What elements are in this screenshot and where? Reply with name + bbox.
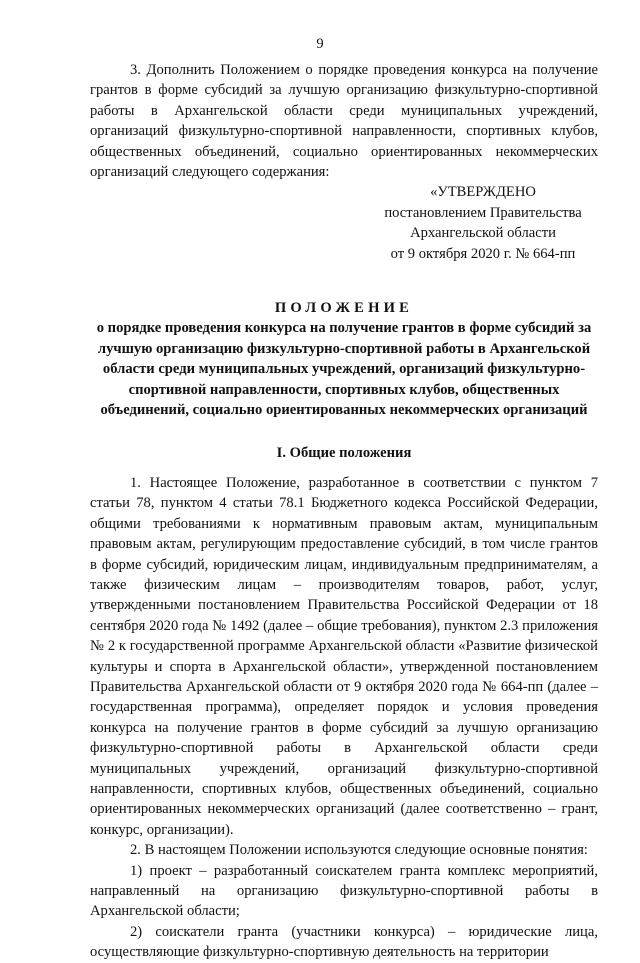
- approval-line-approved: «УТВЕРЖДЕНО: [430, 184, 536, 201]
- approval-line-resolution: постановлением Правительства: [384, 204, 582, 221]
- approval-stamp-block: [368, 182, 598, 264]
- intro-paragraph: 3. Дополнить Положением о порядке проведения конкурса на получение грантов в форме субсидий за лучшую организацию физкультурно-спортивной работы в Архангельской области среди муниципальных учреждений, организаций физкультурно-спортивной направленности, спортивных клубов, общественных объединений, социально ориентированных некоммерческих организаций следующего содержания:: [90, 62, 598, 181]
- body-paragraph-2: 2. В настоящем Положении используются следующие основные понятия:: [130, 842, 588, 859]
- body-paragraph-3: 1) проект – разработанный соискателем гранта комплекс мероприятий, направленный на организацию физкультурно-спортивной работы в Архангельской области;: [90, 862, 598, 920]
- approval-line-date-number: от 9 октября 2020 г. № 664-пп: [390, 245, 576, 262]
- section-heading: I. Общие положения: [276, 444, 412, 461]
- page-content: [90, 60, 598, 963]
- approval-line-region: Архангельской области: [410, 225, 556, 242]
- page-number: 9: [316, 36, 324, 52]
- document-subtitle: о порядке проведения конкурса на получение грантов в форме субсидий за лучшую организацию физкультурно-спортивной работы в Архангельской области среди муниципальных учреждений, организаций физкультурно-спортивной направленности, спортивных клубов, общественных объединений, социально ориентированных некоммерческих организаций: [96, 320, 592, 419]
- body-paragraph-4: 2) соискатели гранта (участники конкурса) – юридические лица, осуществляющие физкультурно-спортивную деятельность на территории: [90, 923, 598, 961]
- document-title: ПОЛОЖЕНИЕ: [274, 300, 414, 317]
- body-paragraph-1: 1. Настоящее Положение, разработанное в соответствии с пунктом 7 статьи 78, пунктом 4 статьи 78.1 Бюджетного кодекса Российской Федерации, общими требованиями к нормативным правовым актам, муниципальным правовым актам, регулирующим предоставление субсидий, в том числе грантов в форме субсидий, юридическим лицам, индивидуальным предпринимателям, а также физическим лицам – производителям товаров, работ, услуг, утвержденными постановлением Правительства Российской Федерации от 18 сентября 2020 года № 1492 (далее – общие требования), пунктом 2.3 приложения № 2 к государственной программе Архангельской области «Развитие физической культуры и спорта в Архангельской области», утвержденной постановлением Правительства Архангельской области от 9 октября 2020 года № 664-пп (далее – государственная программа), определяет порядок и условия проведения конкурса на получение грантов в форме субсидий за лучшую организацию физкультурно-спортивной работы в Архангельской области среди муниципальных учреждений, организаций физкультурно-спортивной направленности, спортивных клубов, общественных объединений, социально ориентированных некоммерческих организаций (далее соответственно – грант, конкурс, организации).: [90, 474, 598, 838]
